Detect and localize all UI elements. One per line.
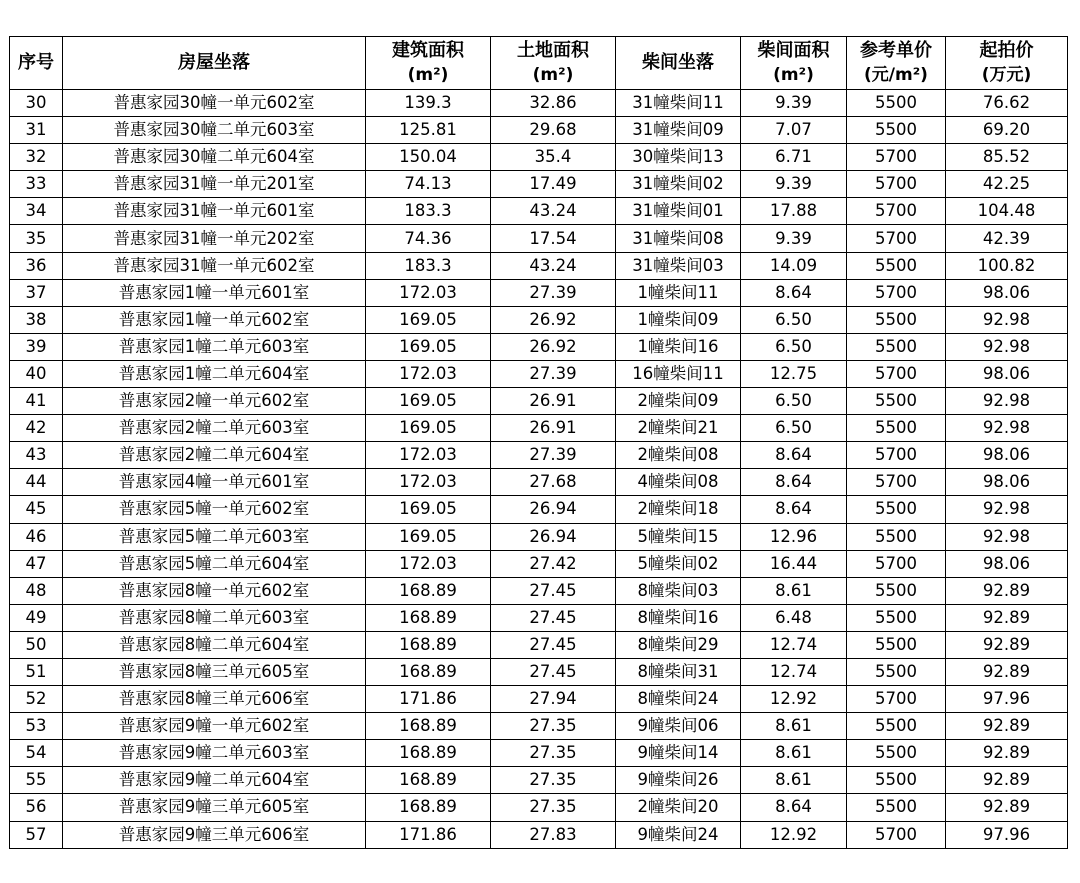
cell-index: 49: [10, 604, 63, 631]
cell-starting-price: 98.06: [946, 469, 1068, 496]
cell-shed-location: 1幢柴间16: [616, 333, 741, 360]
cell-index: 53: [10, 713, 63, 740]
cell-index: 32: [10, 144, 63, 171]
cell-shed-area: 12.74: [741, 658, 847, 685]
cell-index: 35: [10, 225, 63, 252]
cell-starting-price: 92.98: [946, 388, 1068, 415]
cell-shed-location: 1幢柴间11: [616, 279, 741, 306]
table-row: [10, 469, 1068, 496]
cell-unit-price: 5700: [847, 171, 946, 198]
cell-address: 普惠家园2幢二单元603室: [63, 415, 366, 442]
cell-starting-price: 85.52: [946, 144, 1068, 171]
cell-address: 普惠家园5幢二单元603室: [63, 523, 366, 550]
cell-starting-price: 92.98: [946, 306, 1068, 333]
cell-address: 普惠家园9幢一单元602室: [63, 713, 366, 740]
cell-unit-price: 5700: [847, 144, 946, 171]
cell-building-area: 171.86: [366, 686, 491, 713]
cell-address: 普惠家园1幢二单元604室: [63, 360, 366, 387]
cell-shed-area: 14.09: [741, 252, 847, 279]
cell-shed-location: 8幢柴间16: [616, 604, 741, 631]
cell-index: 55: [10, 767, 63, 794]
cell-building-area: 139.3: [366, 90, 491, 117]
cell-starting-price: 98.06: [946, 279, 1068, 306]
cell-shed-area: 6.48: [741, 604, 847, 631]
cell-starting-price: 92.89: [946, 740, 1068, 767]
header-starting-price: 起拍价 (万元): [946, 37, 1068, 90]
cell-shed-area: 8.61: [741, 713, 847, 740]
cell-index: 37: [10, 279, 63, 306]
cell-land-area: 27.39: [491, 279, 616, 306]
cell-index: 56: [10, 794, 63, 821]
table-row: [10, 144, 1068, 171]
cell-land-area: 27.39: [491, 360, 616, 387]
cell-building-area: 169.05: [366, 388, 491, 415]
cell-unit-price: 5700: [847, 279, 946, 306]
cell-index: 51: [10, 658, 63, 685]
cell-index: 41: [10, 388, 63, 415]
table-row: [10, 306, 1068, 333]
cell-building-area: 168.89: [366, 713, 491, 740]
cell-shed-area: 8.61: [741, 577, 847, 604]
cell-shed-area: 6.50: [741, 306, 847, 333]
header-unit-price: 参考单价 (元/m²): [847, 37, 946, 90]
cell-unit-price: 5500: [847, 252, 946, 279]
cell-shed-area: 6.50: [741, 388, 847, 415]
cell-address: 普惠家园8幢三单元605室: [63, 658, 366, 685]
cell-unit-price: 5700: [847, 686, 946, 713]
cell-starting-price: 98.06: [946, 550, 1068, 577]
table-row: [10, 252, 1068, 279]
table-row: [10, 740, 1068, 767]
table-row: [10, 279, 1068, 306]
cell-shed-location: 31幢柴间03: [616, 252, 741, 279]
cell-starting-price: 104.48: [946, 198, 1068, 225]
cell-address: 普惠家园31幢一单元202室: [63, 225, 366, 252]
table-row: [10, 117, 1068, 144]
cell-land-area: 27.45: [491, 604, 616, 631]
cell-unit-price: 5700: [847, 821, 946, 848]
cell-land-area: 32.86: [491, 90, 616, 117]
table-row: [10, 333, 1068, 360]
cell-shed-location: 1幢柴间09: [616, 306, 741, 333]
cell-shed-area: 8.64: [741, 279, 847, 306]
cell-land-area: 27.94: [491, 686, 616, 713]
cell-address: 普惠家园30幢二单元604室: [63, 144, 366, 171]
header-shed-location: 柴间坐落: [616, 37, 741, 90]
cell-starting-price: 98.06: [946, 360, 1068, 387]
cell-land-area: 27.42: [491, 550, 616, 577]
cell-building-area: 150.04: [366, 144, 491, 171]
cell-land-area: 26.94: [491, 496, 616, 523]
cell-shed-location: 8幢柴间31: [616, 658, 741, 685]
cell-address: 普惠家园9幢三单元605室: [63, 794, 366, 821]
cell-unit-price: 5500: [847, 794, 946, 821]
cell-shed-location: 8幢柴间03: [616, 577, 741, 604]
cell-land-area: 27.35: [491, 713, 616, 740]
cell-address: 普惠家园8幢二单元604室: [63, 631, 366, 658]
cell-building-area: 125.81: [366, 117, 491, 144]
cell-land-area: 27.35: [491, 767, 616, 794]
cell-starting-price: 92.89: [946, 767, 1068, 794]
table-row: [10, 686, 1068, 713]
cell-index: 38: [10, 306, 63, 333]
cell-unit-price: 5500: [847, 658, 946, 685]
cell-shed-location: 8幢柴间24: [616, 686, 741, 713]
cell-unit-price: 5500: [847, 306, 946, 333]
cell-shed-location: 5幢柴间02: [616, 550, 741, 577]
cell-starting-price: 42.25: [946, 171, 1068, 198]
cell-address: 普惠家园31幢一单元201室: [63, 171, 366, 198]
table-row: [10, 171, 1068, 198]
cell-building-area: 169.05: [366, 333, 491, 360]
cell-land-area: 27.35: [491, 794, 616, 821]
cell-shed-area: 12.92: [741, 821, 847, 848]
table-body: [10, 90, 1068, 849]
cell-address: 普惠家园8幢二单元603室: [63, 604, 366, 631]
cell-land-area: 26.91: [491, 415, 616, 442]
table-row: [10, 604, 1068, 631]
cell-starting-price: 97.96: [946, 821, 1068, 848]
cell-shed-location: 30幢柴间13: [616, 144, 741, 171]
cell-building-area: 168.89: [366, 631, 491, 658]
cell-shed-area: 9.39: [741, 225, 847, 252]
cell-starting-price: 92.89: [946, 604, 1068, 631]
cell-shed-location: 16幢柴间11: [616, 360, 741, 387]
cell-building-area: 168.89: [366, 658, 491, 685]
cell-index: 44: [10, 469, 63, 496]
cell-unit-price: 5500: [847, 90, 946, 117]
auction-table-sheet: [9, 36, 1068, 849]
cell-building-area: 168.89: [366, 767, 491, 794]
cell-land-area: 26.92: [491, 306, 616, 333]
cell-unit-price: 5700: [847, 360, 946, 387]
table-row: [10, 496, 1068, 523]
cell-starting-price: 100.82: [946, 252, 1068, 279]
cell-starting-price: 92.98: [946, 415, 1068, 442]
cell-index: 42: [10, 415, 63, 442]
cell-unit-price: 5500: [847, 740, 946, 767]
cell-shed-area: 8.64: [741, 469, 847, 496]
cell-address: 普惠家园1幢一单元601室: [63, 279, 366, 306]
cell-shed-area: 6.71: [741, 144, 847, 171]
header-index: 序号: [10, 37, 63, 90]
cell-starting-price: 92.98: [946, 333, 1068, 360]
cell-address: 普惠家园1幢二单元603室: [63, 333, 366, 360]
table-row: [10, 767, 1068, 794]
table-row: [10, 415, 1068, 442]
cell-starting-price: 92.89: [946, 577, 1068, 604]
table-row: [10, 388, 1068, 415]
cell-address: 普惠家园8幢一单元602室: [63, 577, 366, 604]
cell-index: 45: [10, 496, 63, 523]
cell-index: 30: [10, 90, 63, 117]
cell-building-area: 169.05: [366, 523, 491, 550]
cell-index: 33: [10, 171, 63, 198]
table-row: [10, 550, 1068, 577]
cell-shed-location: 9幢柴间06: [616, 713, 741, 740]
cell-shed-location: 2幢柴间09: [616, 388, 741, 415]
cell-unit-price: 5500: [847, 577, 946, 604]
cell-building-area: 172.03: [366, 360, 491, 387]
cell-shed-area: 16.44: [741, 550, 847, 577]
cell-land-area: 17.49: [491, 171, 616, 198]
cell-shed-area: 8.64: [741, 496, 847, 523]
cell-land-area: 43.24: [491, 198, 616, 225]
cell-starting-price: 98.06: [946, 442, 1068, 469]
cell-shed-location: 9幢柴间14: [616, 740, 741, 767]
cell-land-area: 35.4: [491, 144, 616, 171]
cell-shed-location: 8幢柴间29: [616, 631, 741, 658]
cell-shed-location: 9幢柴间24: [616, 821, 741, 848]
cell-shed-area: 12.74: [741, 631, 847, 658]
cell-building-area: 172.03: [366, 279, 491, 306]
cell-shed-area: 8.64: [741, 442, 847, 469]
cell-shed-location: 31幢柴间09: [616, 117, 741, 144]
cell-address: 普惠家园1幢一单元602室: [63, 306, 366, 333]
cell-index: 39: [10, 333, 63, 360]
cell-address: 普惠家园31幢一单元601室: [63, 198, 366, 225]
cell-shed-area: 6.50: [741, 415, 847, 442]
cell-shed-location: 4幢柴间08: [616, 469, 741, 496]
cell-unit-price: 5500: [847, 767, 946, 794]
cell-shed-location: 31幢柴间02: [616, 171, 741, 198]
cell-index: 36: [10, 252, 63, 279]
cell-building-area: 183.3: [366, 252, 491, 279]
cell-index: 54: [10, 740, 63, 767]
table-row: [10, 442, 1068, 469]
cell-unit-price: 5500: [847, 415, 946, 442]
cell-starting-price: 92.89: [946, 631, 1068, 658]
cell-shed-area: 12.75: [741, 360, 847, 387]
cell-index: 48: [10, 577, 63, 604]
cell-shed-area: 12.92: [741, 686, 847, 713]
cell-land-area: 26.92: [491, 333, 616, 360]
cell-starting-price: 97.96: [946, 686, 1068, 713]
cell-land-area: 27.83: [491, 821, 616, 848]
cell-shed-area: 6.50: [741, 333, 847, 360]
cell-index: 46: [10, 523, 63, 550]
cell-land-area: 27.45: [491, 631, 616, 658]
cell-starting-price: 92.89: [946, 658, 1068, 685]
cell-building-area: 183.3: [366, 198, 491, 225]
cell-building-area: 74.13: [366, 171, 491, 198]
cell-starting-price: 42.39: [946, 225, 1068, 252]
cell-address: 普惠家园5幢一单元602室: [63, 496, 366, 523]
header-shed-area: 柴间面积 (m²): [741, 37, 847, 90]
table-row: [10, 658, 1068, 685]
cell-land-area: 26.91: [491, 388, 616, 415]
table-row: [10, 577, 1068, 604]
cell-shed-area: 17.88: [741, 198, 847, 225]
cell-land-area: 27.45: [491, 658, 616, 685]
cell-starting-price: 76.62: [946, 90, 1068, 117]
cell-address: 普惠家园4幢一单元601室: [63, 469, 366, 496]
cell-address: 普惠家园30幢二单元603室: [63, 117, 366, 144]
header-row: [10, 37, 1068, 90]
cell-unit-price: 5700: [847, 550, 946, 577]
table-row: [10, 821, 1068, 848]
cell-index: 47: [10, 550, 63, 577]
cell-address: 普惠家园2幢一单元602室: [63, 388, 366, 415]
cell-building-area: 168.89: [366, 740, 491, 767]
cell-shed-area: 8.61: [741, 740, 847, 767]
cell-index: 50: [10, 631, 63, 658]
table-row: [10, 631, 1068, 658]
cell-shed-area: 12.96: [741, 523, 847, 550]
cell-address: 普惠家园9幢二单元604室: [63, 767, 366, 794]
cell-unit-price: 5500: [847, 523, 946, 550]
cell-building-area: 169.05: [366, 306, 491, 333]
cell-index: 43: [10, 442, 63, 469]
header-address: 房屋坐落: [63, 37, 366, 90]
cell-shed-area: 9.39: [741, 171, 847, 198]
cell-starting-price: 92.98: [946, 496, 1068, 523]
cell-land-area: 17.54: [491, 225, 616, 252]
cell-building-area: 171.86: [366, 821, 491, 848]
cell-unit-price: 5500: [847, 713, 946, 740]
cell-unit-price: 5700: [847, 442, 946, 469]
cell-starting-price: 92.98: [946, 523, 1068, 550]
cell-unit-price: 5500: [847, 631, 946, 658]
cell-index: 40: [10, 360, 63, 387]
cell-address: 普惠家园9幢二单元603室: [63, 740, 366, 767]
cell-shed-location: 31幢柴间08: [616, 225, 741, 252]
cell-starting-price: 92.89: [946, 794, 1068, 821]
cell-shed-area: 8.64: [741, 794, 847, 821]
cell-land-area: 27.45: [491, 577, 616, 604]
cell-unit-price: 5500: [847, 388, 946, 415]
cell-shed-location: 2幢柴间18: [616, 496, 741, 523]
cell-land-area: 27.68: [491, 469, 616, 496]
cell-starting-price: 69.20: [946, 117, 1068, 144]
cell-unit-price: 5500: [847, 604, 946, 631]
table-row: [10, 523, 1068, 550]
cell-shed-location: 31幢柴间11: [616, 90, 741, 117]
cell-unit-price: 5700: [847, 469, 946, 496]
cell-building-area: 168.89: [366, 794, 491, 821]
cell-shed-area: 7.07: [741, 117, 847, 144]
cell-address: 普惠家园9幢三单元606室: [63, 821, 366, 848]
cell-unit-price: 5500: [847, 333, 946, 360]
cell-building-area: 168.89: [366, 577, 491, 604]
cell-shed-location: 31幢柴间01: [616, 198, 741, 225]
table-row: [10, 794, 1068, 821]
table-row: [10, 360, 1068, 387]
cell-shed-location: 5幢柴间15: [616, 523, 741, 550]
cell-index: 57: [10, 821, 63, 848]
header-building-area: 建筑面积 (m²): [366, 37, 491, 90]
cell-building-area: 74.36: [366, 225, 491, 252]
cell-shed-area: 8.61: [741, 767, 847, 794]
cell-shed-location: 2幢柴间20: [616, 794, 741, 821]
cell-building-area: 169.05: [366, 415, 491, 442]
table-row: [10, 198, 1068, 225]
cell-index: 31: [10, 117, 63, 144]
cell-unit-price: 5700: [847, 225, 946, 252]
cell-unit-price: 5500: [847, 496, 946, 523]
cell-building-area: 169.05: [366, 496, 491, 523]
header-land-area: 土地面积 (m²): [491, 37, 616, 90]
cell-address: 普惠家园8幢三单元606室: [63, 686, 366, 713]
cell-starting-price: 92.89: [946, 713, 1068, 740]
cell-land-area: 29.68: [491, 117, 616, 144]
cell-address: 普惠家园5幢二单元604室: [63, 550, 366, 577]
cell-unit-price: 5700: [847, 198, 946, 225]
cell-land-area: 27.39: [491, 442, 616, 469]
property-auction-table: [9, 36, 1068, 849]
cell-land-area: 43.24: [491, 252, 616, 279]
cell-index: 34: [10, 198, 63, 225]
cell-building-area: 168.89: [366, 604, 491, 631]
cell-shed-location: 2幢柴间08: [616, 442, 741, 469]
cell-building-area: 172.03: [366, 442, 491, 469]
cell-land-area: 27.35: [491, 740, 616, 767]
table-row: [10, 225, 1068, 252]
cell-address: 普惠家园30幢一单元602室: [63, 90, 366, 117]
cell-land-area: 26.94: [491, 523, 616, 550]
cell-building-area: 172.03: [366, 550, 491, 577]
cell-shed-location: 9幢柴间26: [616, 767, 741, 794]
cell-shed-location: 2幢柴间21: [616, 415, 741, 442]
cell-address: 普惠家园2幢二单元604室: [63, 442, 366, 469]
cell-unit-price: 5500: [847, 117, 946, 144]
table-row: [10, 713, 1068, 740]
cell-shed-area: 9.39: [741, 90, 847, 117]
table-row: [10, 90, 1068, 117]
cell-building-area: 172.03: [366, 469, 491, 496]
cell-index: 52: [10, 686, 63, 713]
cell-address: 普惠家园31幢一单元602室: [63, 252, 366, 279]
